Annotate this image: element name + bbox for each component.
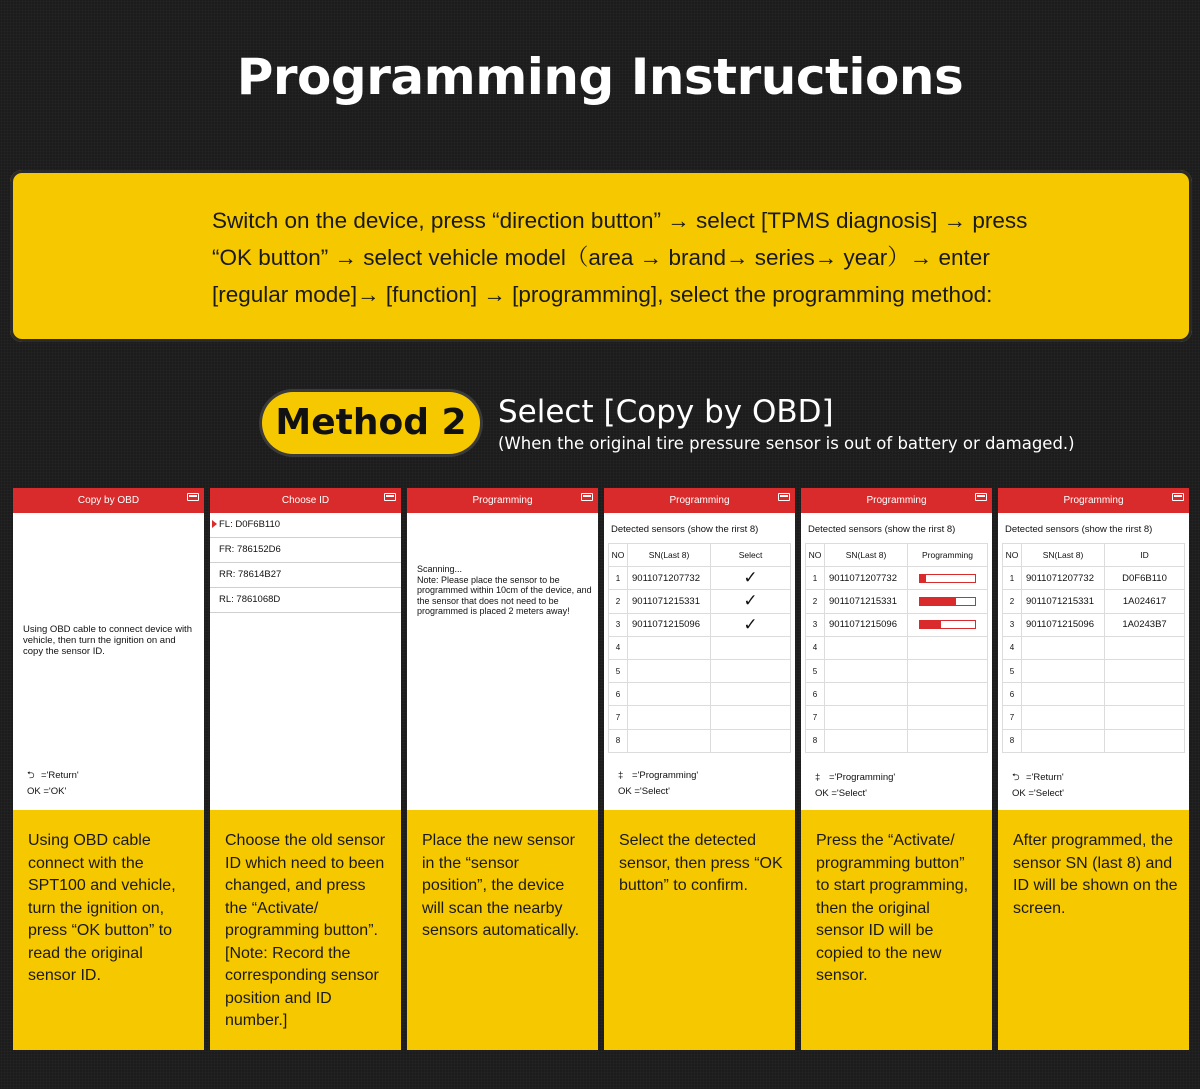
- step-description: Choose the old sensor ID which need to been changed, and press the “Activate/ programming button”. [Note: Record the corresponding sensor position and ID number.]: [210, 810, 401, 1050]
- sensor-sn: 9011071215331: [628, 590, 711, 613]
- screen-header: [998, 488, 1189, 513]
- column-header: NO: [1003, 544, 1022, 567]
- table-row[interactable]: [1003, 636, 1185, 659]
- footer-hint: ='Select': [1028, 788, 1064, 799]
- row-number: 3: [806, 613, 825, 636]
- row-value: [908, 636, 988, 659]
- row-value: [908, 706, 988, 729]
- sensor-sn: [825, 706, 908, 729]
- sensor-table: [1002, 543, 1185, 753]
- screen-title: Programming: [472, 495, 533, 506]
- row-value: [1105, 683, 1185, 706]
- progress-bar: [919, 620, 976, 629]
- method-title: Select [Copy by OBD]: [498, 394, 834, 430]
- step-description: Using OBD cable connect with the SPT100 and vehicle, turn the ignition on, press “OK button” to read the original sensor ID.: [13, 810, 204, 1050]
- table-row[interactable]: [609, 659, 791, 682]
- sensor-sn: [1022, 636, 1105, 659]
- sensor-sn: 9011071207732: [628, 567, 711, 590]
- column-header: SN(Last 8): [628, 544, 711, 567]
- table-title: Detected sensors (show the rirst 8): [808, 524, 956, 535]
- battery-icon: [1172, 493, 1184, 501]
- battery-icon: [778, 493, 790, 501]
- row-number: 2: [806, 590, 825, 613]
- table-row[interactable]: [806, 567, 988, 590]
- battery-icon: [581, 493, 593, 501]
- progress-fill: [920, 575, 926, 582]
- step-description: After programmed, the sensor SN (last 8) and ID will be shown on the screen.: [998, 810, 1189, 1050]
- sensor-sn: 9011071207732: [825, 567, 908, 590]
- screen-footer: [815, 770, 895, 802]
- row-number: 5: [806, 659, 825, 682]
- table-row[interactable]: [609, 636, 791, 659]
- instructions-box: [10, 170, 1192, 342]
- row-value: [711, 636, 791, 659]
- row-value: [908, 590, 988, 613]
- row-value: [908, 567, 988, 590]
- scanning-message: Scanning... Note: Please place the sensor to be programmed within 10cm of the device, and the sensor that does not need to be programmed is placed 2 meters away!: [417, 564, 592, 616]
- table-row[interactable]: [806, 706, 988, 729]
- row-value: [711, 683, 791, 706]
- device-screen: [407, 488, 598, 810]
- sensor-sn: 9011071215331: [825, 590, 908, 613]
- table-row[interactable]: [1003, 567, 1185, 590]
- sensor-sn: [825, 659, 908, 682]
- table-row[interactable]: [609, 706, 791, 729]
- row-number: 6: [609, 683, 628, 706]
- row-value: [1105, 636, 1185, 659]
- row-number: 1: [609, 567, 628, 590]
- check-icon: ✓: [743, 614, 758, 634]
- sensor-sn: 9011071215096: [1022, 613, 1105, 636]
- sensor-sn: [628, 636, 711, 659]
- ok-label: OK: [1012, 788, 1026, 799]
- screen-header: [801, 488, 992, 513]
- device-screen: [998, 488, 1189, 810]
- column-header: ID: [1105, 544, 1185, 567]
- screen-footer: [618, 768, 698, 800]
- row-value: [711, 613, 791, 636]
- return-icon: ⮌: [27, 770, 35, 781]
- screen-header: [604, 488, 795, 513]
- table-row[interactable]: [806, 659, 988, 682]
- step-description: Select the detected sensor, then press “OK button” to confirm.: [604, 810, 795, 1050]
- row-value: [711, 659, 791, 682]
- screen-title: Copy by OBD: [77, 495, 140, 506]
- step-panel-1: [13, 488, 204, 1050]
- step-description: Place the new sensor in the “sensor position”, the device will scan the nearby sensors automatically.: [407, 810, 598, 1050]
- instruction-line: [regular mode]→ [function] → [programming], select the programming method:: [212, 282, 993, 307]
- check-icon: ✓: [743, 568, 758, 588]
- sensor-id: 1A024617: [1122, 595, 1167, 607]
- row-number: 2: [1003, 590, 1022, 613]
- footer-hint: ='Return': [1026, 772, 1064, 783]
- footer-hint: ='Select': [831, 788, 867, 799]
- device-screen: [210, 488, 401, 810]
- page-title: Programming Instructions: [236, 48, 964, 106]
- row-number: 8: [806, 729, 825, 752]
- table-row[interactable]: [609, 683, 791, 706]
- row-number: 5: [609, 659, 628, 682]
- table-row[interactable]: [609, 590, 791, 613]
- row-number: 7: [1003, 706, 1022, 729]
- table-row[interactable]: [1003, 659, 1185, 682]
- row-number: 4: [609, 636, 628, 659]
- sensor-sn: [825, 729, 908, 752]
- row-number: 6: [1003, 683, 1022, 706]
- row-number: 1: [1003, 567, 1022, 590]
- footer-hint: ='Select': [634, 786, 670, 797]
- row-number: 7: [609, 706, 628, 729]
- row-value: [711, 729, 791, 752]
- screen-header: [13, 488, 204, 513]
- table-row[interactable]: [1003, 729, 1185, 752]
- sensor-id-item[interactable]: FL: D0F6B110: [210, 513, 401, 538]
- row-value: [1105, 706, 1185, 729]
- column-header: SN(Last 8): [825, 544, 908, 567]
- row-number: 8: [1003, 729, 1022, 752]
- row-number: 4: [1003, 636, 1022, 659]
- column-header: Select: [711, 544, 791, 567]
- sensor-sn: [825, 636, 908, 659]
- sensor-sn: [628, 683, 711, 706]
- row-number: 8: [609, 729, 628, 752]
- row-value: [908, 683, 988, 706]
- sensor-table: [608, 543, 791, 753]
- row-value: [711, 706, 791, 729]
- footer-hint: ='Programming': [829, 772, 896, 783]
- row-number: 1: [806, 567, 825, 590]
- row-value: [1105, 613, 1185, 636]
- table-title: Detected sensors (show the rirst 8): [611, 524, 759, 535]
- row-value: [1105, 659, 1185, 682]
- sensor-sn: [628, 729, 711, 752]
- antenna-icon: ‡: [618, 770, 624, 781]
- progress-bar: [919, 574, 976, 583]
- battery-icon: [975, 493, 987, 501]
- sensor-id: D0F6B110: [1122, 572, 1167, 584]
- method-subtitle: (When the original tire pressure sensor is out of battery or damaged.): [498, 434, 1075, 453]
- screen-header: [407, 488, 598, 513]
- sensor-sn: 9011071215096: [825, 613, 908, 636]
- row-value: [711, 590, 791, 613]
- footer-hint: ='OK': [43, 786, 67, 797]
- footer-hint: ='Programming': [632, 770, 699, 781]
- sensor-id-item[interactable]: FR: 786152D6: [210, 538, 401, 563]
- table-row[interactable]: [806, 729, 988, 752]
- return-icon: ⮌: [1012, 772, 1020, 783]
- sensor-sn: [1022, 659, 1105, 682]
- column-header: NO: [806, 544, 825, 567]
- antenna-icon: ‡: [815, 772, 821, 783]
- sensor-sn: [825, 683, 908, 706]
- ok-label: OK: [815, 788, 829, 799]
- progress-bar: [919, 597, 976, 606]
- step-description: Press the “Activate/ programming button” to start programming, then the original sensor ID will be copied to the new sensor.: [801, 810, 992, 1050]
- column-header: Programming: [908, 544, 988, 567]
- ok-label: OK: [618, 786, 632, 797]
- ok-label: OK: [27, 786, 41, 797]
- row-number: 5: [1003, 659, 1022, 682]
- row-value: [908, 659, 988, 682]
- screen-footer: [1012, 770, 1064, 802]
- row-value: [711, 567, 791, 590]
- step-panel-5: [801, 488, 992, 1050]
- device-screen: [801, 488, 992, 810]
- row-value: [1105, 590, 1185, 613]
- screen-title: Choose ID: [281, 495, 330, 506]
- step-panel-2: [210, 488, 401, 1050]
- row-number: 6: [806, 683, 825, 706]
- column-header: NO: [609, 544, 628, 567]
- row-number: 3: [609, 613, 628, 636]
- screen-footer: [27, 768, 79, 800]
- sensor-sn: [1022, 683, 1105, 706]
- device-screen: [604, 488, 795, 810]
- progress-fill: [920, 621, 941, 628]
- row-value: [1105, 567, 1185, 590]
- table-row[interactable]: [806, 590, 988, 613]
- sensor-sn: [1022, 706, 1105, 729]
- battery-icon: [187, 493, 199, 501]
- table-row[interactable]: [1003, 683, 1185, 706]
- sensor-id-item[interactable]: RR: 78614B27: [210, 563, 401, 588]
- sensor-sn: [628, 659, 711, 682]
- table-row[interactable]: [1003, 706, 1185, 729]
- step-panel-4: [604, 488, 795, 1050]
- sensor-sn: 9011071207732: [1022, 567, 1105, 590]
- table-row[interactable]: [609, 729, 791, 752]
- device-screen: [13, 488, 204, 810]
- row-number: 7: [806, 706, 825, 729]
- table-row[interactable]: [609, 567, 791, 590]
- battery-icon: [384, 493, 396, 501]
- table-title: Detected sensors (show the rirst 8): [1005, 524, 1153, 535]
- screen-message: Using OBD cable to connect device with vehicle, then turn the ignition on and copy the sensor ID.: [23, 624, 192, 657]
- sensor-id: 1A0243B7: [1122, 619, 1167, 631]
- row-value: [1105, 729, 1185, 752]
- screen-title: Programming: [866, 495, 927, 506]
- instruction-line: “OK button” → select vehicle model（area → brand→ series→ year）→ enter: [212, 245, 990, 270]
- sensor-id-item[interactable]: RL: 7861068D: [210, 588, 401, 613]
- table-row[interactable]: [806, 613, 988, 636]
- row-number: 3: [1003, 613, 1022, 636]
- progress-fill: [920, 598, 956, 605]
- screen-title: Programming: [1063, 495, 1124, 506]
- table-row[interactable]: [609, 613, 791, 636]
- table-row[interactable]: [806, 683, 988, 706]
- table-row[interactable]: [1003, 613, 1185, 636]
- sensor-table: [805, 543, 988, 753]
- screen-header: [210, 488, 401, 513]
- row-number: 2: [609, 590, 628, 613]
- instruction-line: Switch on the device, press “direction button” → select [TPMS diagnosis] → press: [212, 208, 1028, 233]
- row-value: [908, 729, 988, 752]
- row-number: 4: [806, 636, 825, 659]
- check-icon: ✓: [743, 591, 758, 611]
- sensor-sn: 9011071215096: [628, 613, 711, 636]
- step-panel-6: [998, 488, 1189, 1050]
- table-row[interactable]: [806, 636, 988, 659]
- sensor-sn: 9011071215331: [1022, 590, 1105, 613]
- sensor-sn: [1022, 729, 1105, 752]
- screen-title: Programming: [669, 495, 730, 506]
- row-value: [908, 613, 988, 636]
- column-header: SN(Last 8): [1022, 544, 1105, 567]
- footer-hint: ='Return': [41, 770, 79, 781]
- step-panel-3: [407, 488, 598, 1050]
- sensor-sn: [628, 706, 711, 729]
- table-row[interactable]: [1003, 590, 1185, 613]
- method-badge: Method 2: [262, 392, 480, 454]
